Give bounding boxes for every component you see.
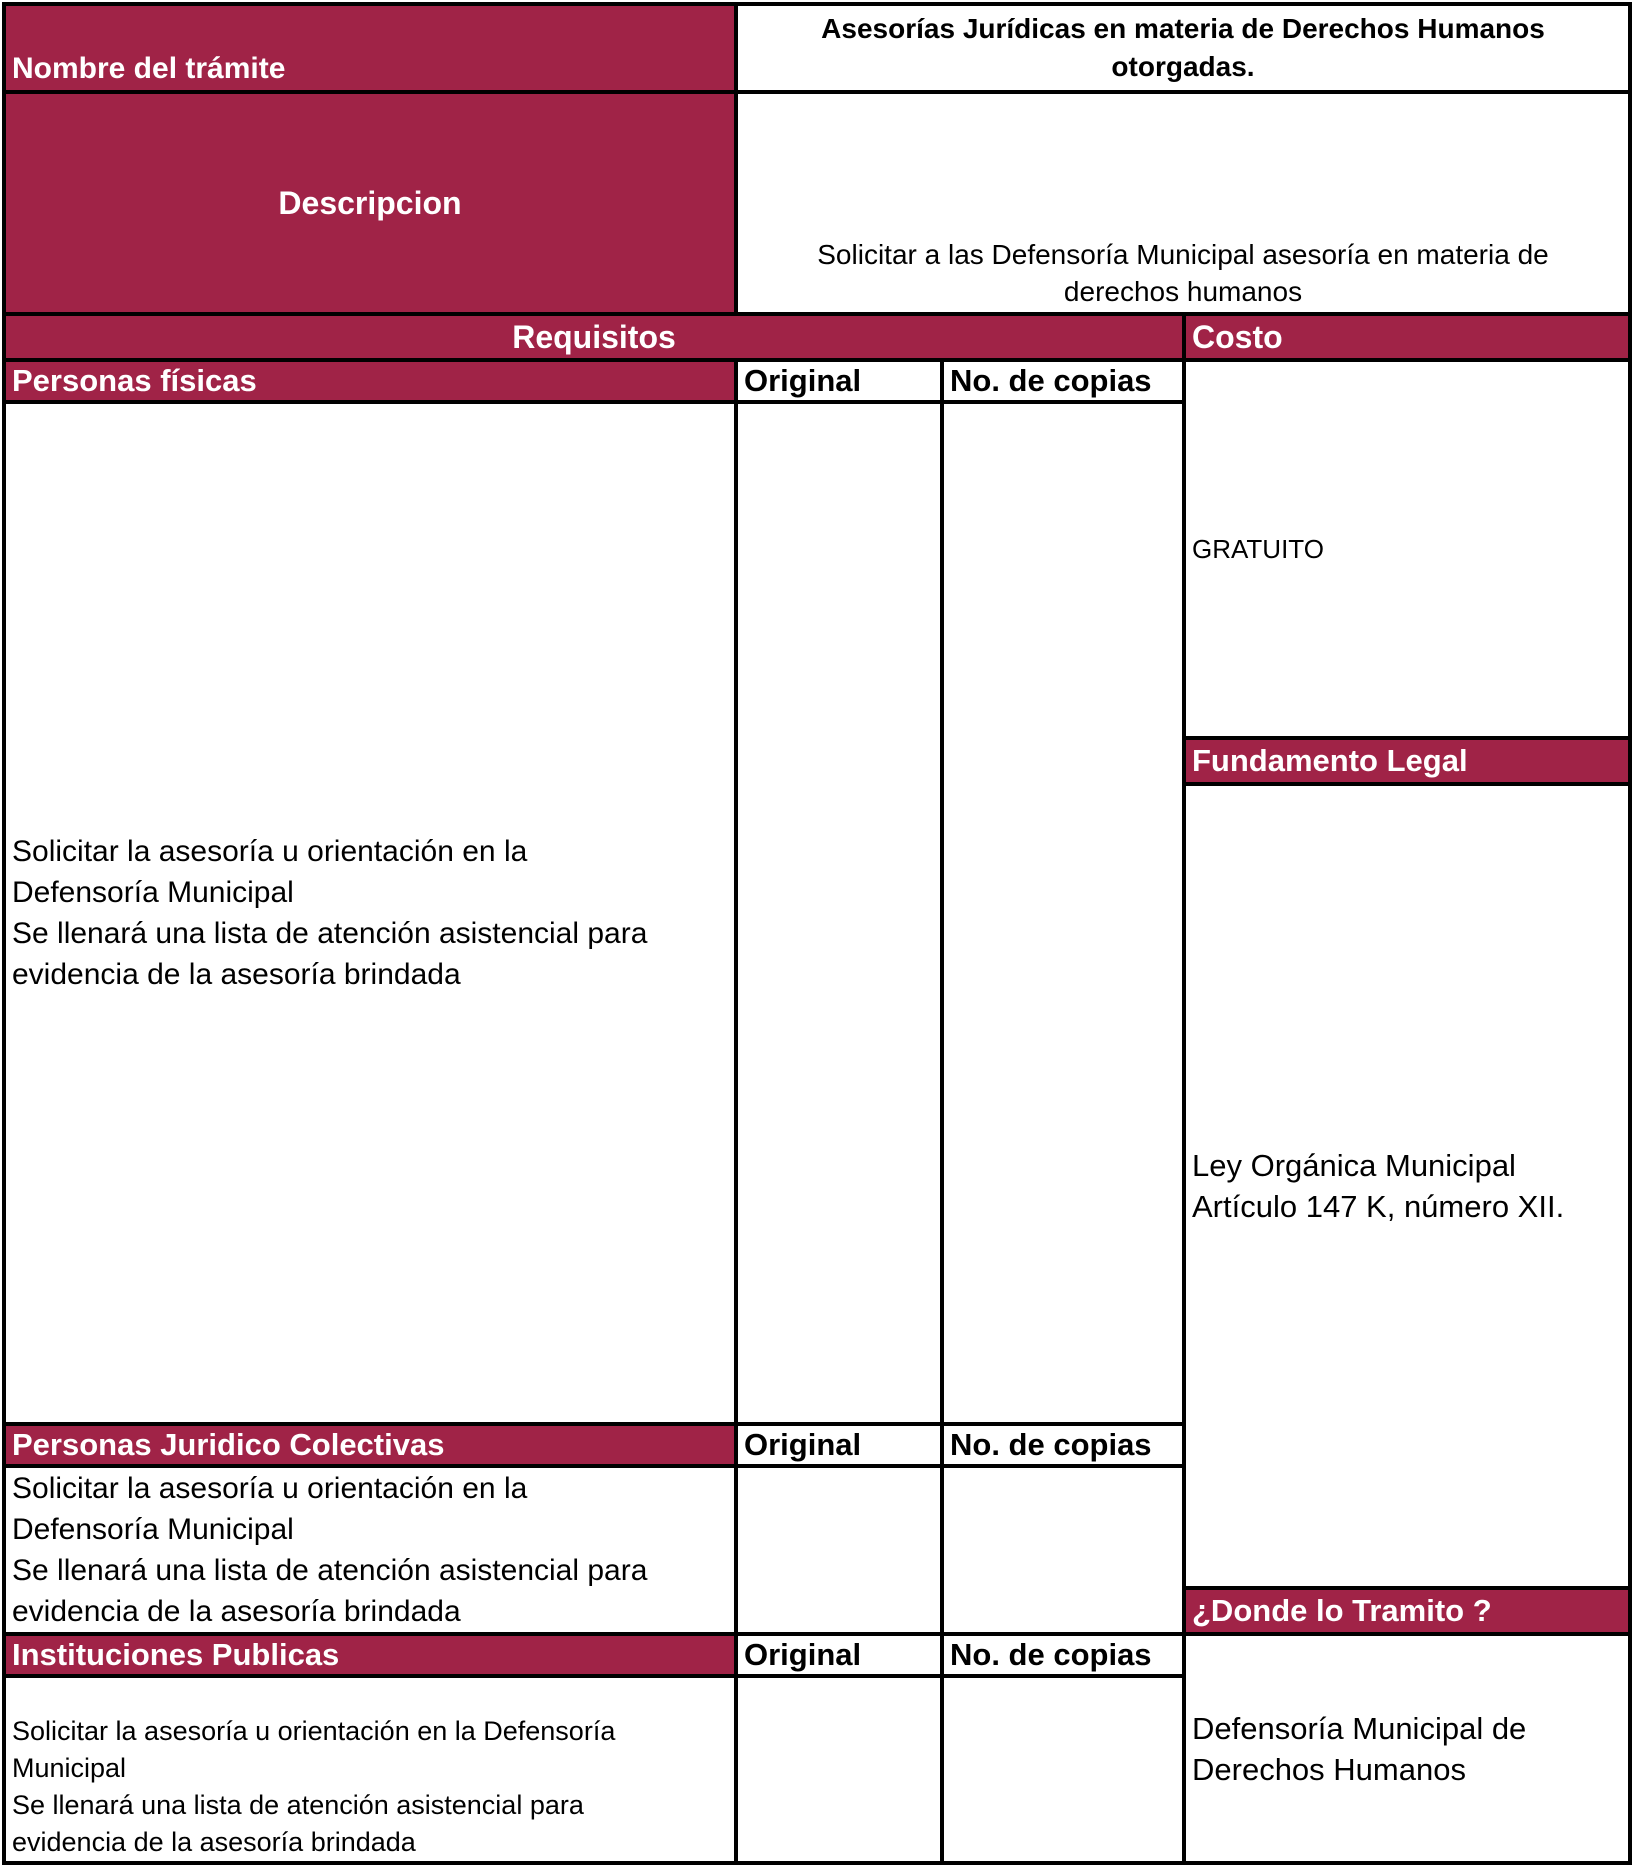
juridico-colectivas-title: Personas Juridico Colectivas <box>12 1427 445 1462</box>
fundamento-value-cell <box>1182 782 1632 1590</box>
descripcion-value-line1: Solicitar a las Defensoría Municipal asesoría en materia de <box>817 239 1549 270</box>
requisito-line: evidencia de la asesoría brindada <box>12 1595 461 1628</box>
costo-value: GRATUITO <box>1192 533 1324 564</box>
personas-fisicas-copias-cell <box>940 400 1186 1426</box>
fundamento-line2: Artículo 147 K, número XII. <box>1192 1189 1565 1224</box>
requisito-line: evidencia de la asesoría brindada <box>12 1827 416 1857</box>
requisito-line: Solicitar la asesoría u orientación en la <box>12 835 528 868</box>
copias-label: No. de copias <box>950 1637 1152 1672</box>
requisito-line: Defensoría Municipal <box>12 1513 294 1546</box>
juridico-colectivas-header <box>2 1422 738 1468</box>
personas-fisicas-body <box>2 400 738 1426</box>
requisito-line: Municipal <box>12 1753 127 1783</box>
personas-fisicas-copias-header <box>940 358 1186 404</box>
instituciones-publicas-copias-header <box>940 1632 1186 1678</box>
instituciones-publicas-copias-cell <box>940 1674 1186 1865</box>
fundamento-header <box>1182 736 1632 786</box>
personas-fisicas-header <box>2 358 738 404</box>
instituciones-publicas-header <box>2 1632 738 1678</box>
requisito-line: Se llenará una lista de atención asistencial para <box>12 917 648 950</box>
instituciones-publicas-title: Instituciones Publicas <box>12 1637 340 1672</box>
descripcion-label: Descripcion <box>278 184 462 221</box>
descripcion-value-cell <box>734 90 1632 316</box>
copias-label: No. de copias <box>950 1427 1152 1462</box>
costo-value-cell <box>1182 358 1632 740</box>
requisito-line: Se llenará una lista de atención asistencial para <box>12 1790 584 1820</box>
tramite-value-cell <box>734 2 1632 94</box>
juridico-colectivas-original-cell <box>734 1464 944 1636</box>
personas-fisicas-original-cell <box>734 400 944 1426</box>
instituciones-publicas-original-header <box>734 1632 944 1678</box>
requisito-line: Solicitar la asesoría u orientación en la Defensoría <box>12 1716 616 1746</box>
donde-line1: Defensoría Municipal de <box>1192 1710 1527 1746</box>
fundamento-line1: Ley Orgánica Municipal <box>1192 1148 1516 1183</box>
requisito-line: Se llenará una lista de atención asistencial para <box>12 1554 648 1587</box>
instituciones-publicas-body <box>2 1674 738 1865</box>
personas-fisicas-title: Personas físicas <box>12 363 257 398</box>
original-label: Original <box>744 1427 862 1462</box>
instituciones-publicas-original-cell <box>734 1674 944 1865</box>
copias-label: No. de copias <box>950 363 1152 398</box>
donde-value-cell <box>1182 1632 1632 1865</box>
requisito-line: evidencia de la asesoría brindada <box>12 958 461 991</box>
requisito-line: Defensoría Municipal <box>12 876 294 909</box>
juridico-colectivas-copias-header <box>940 1422 1186 1468</box>
requisito-line: Solicitar la asesoría u orientación en la <box>12 1472 528 1505</box>
juridico-colectivas-body <box>2 1464 738 1636</box>
donde-line2: Derechos Humanos <box>1192 1751 1466 1787</box>
original-label: Original <box>744 363 862 398</box>
costo-header <box>1182 312 1632 362</box>
tramite-label: Nombre del trámite <box>12 52 286 85</box>
original-label: Original <box>744 1637 862 1672</box>
tramite-label-cell <box>2 2 738 94</box>
personas-fisicas-original-header <box>734 358 944 404</box>
donde-header <box>1182 1586 1632 1636</box>
donde-label: ¿Donde lo Tramito ? <box>1192 1593 1492 1628</box>
tramite-value-line1: Asesorías Jurídicas en materia de Derechos Humanos <box>821 13 1545 44</box>
juridico-colectivas-copias-cell <box>940 1464 1186 1636</box>
costo-label: Costo <box>1192 318 1283 355</box>
descripcion-label-cell <box>2 90 738 316</box>
requisitos-header <box>2 312 1186 362</box>
requisitos-label: Requisitos <box>512 318 676 355</box>
juridico-colectivas-original-header <box>734 1422 944 1468</box>
tramite-value-line2: otorgadas. <box>1111 51 1255 82</box>
fundamento-label: Fundamento Legal <box>1192 743 1468 778</box>
descripcion-value-line2: derechos humanos <box>1063 276 1303 307</box>
